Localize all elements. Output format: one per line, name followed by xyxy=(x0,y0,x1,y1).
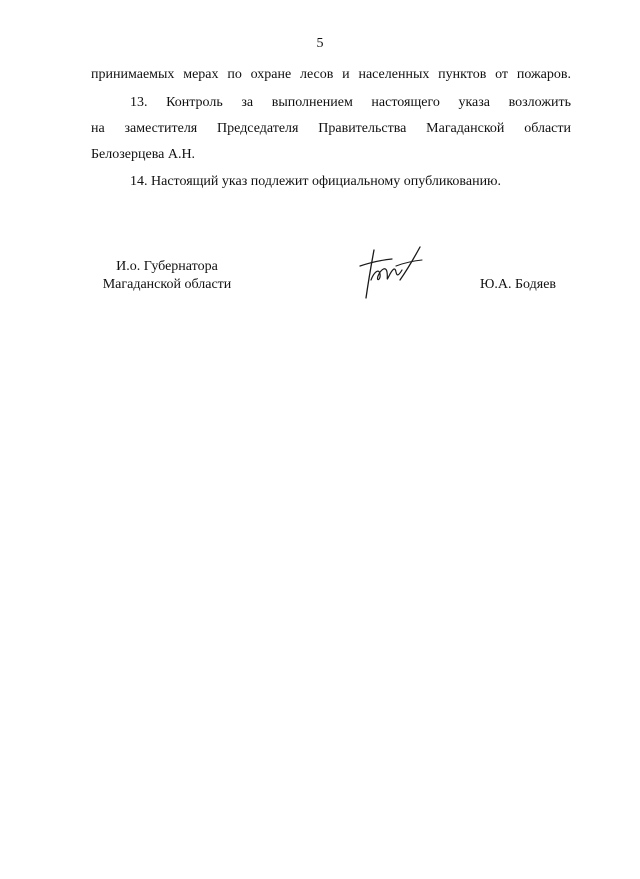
page-number: 5 xyxy=(316,36,324,51)
paragraph-item-14: 14. Настоящий указ подлежит официальному опубликованию. xyxy=(130,174,502,189)
signer-position xyxy=(91,258,243,294)
paragraph-continuation: принимаемых мерах по охране лесов и населенных пунктов от пожаров. xyxy=(91,67,571,82)
signer-name: Ю.А. Бодяев xyxy=(480,277,557,292)
signer-position-line-2: Магаданской области xyxy=(102,277,232,292)
paragraph-item-13-line-1: 13. Контроль за выполнением настоящего указа возложить xyxy=(130,95,571,110)
handwritten-signature xyxy=(352,244,428,302)
paragraph-item-13-line-3: Белозерцева А.Н. xyxy=(91,147,196,162)
paragraph-item-13-line-2: на заместителя Председателя Правительства Магаданской области xyxy=(91,121,571,136)
signer-position-line-1: И.о. Губернатора xyxy=(116,259,218,274)
